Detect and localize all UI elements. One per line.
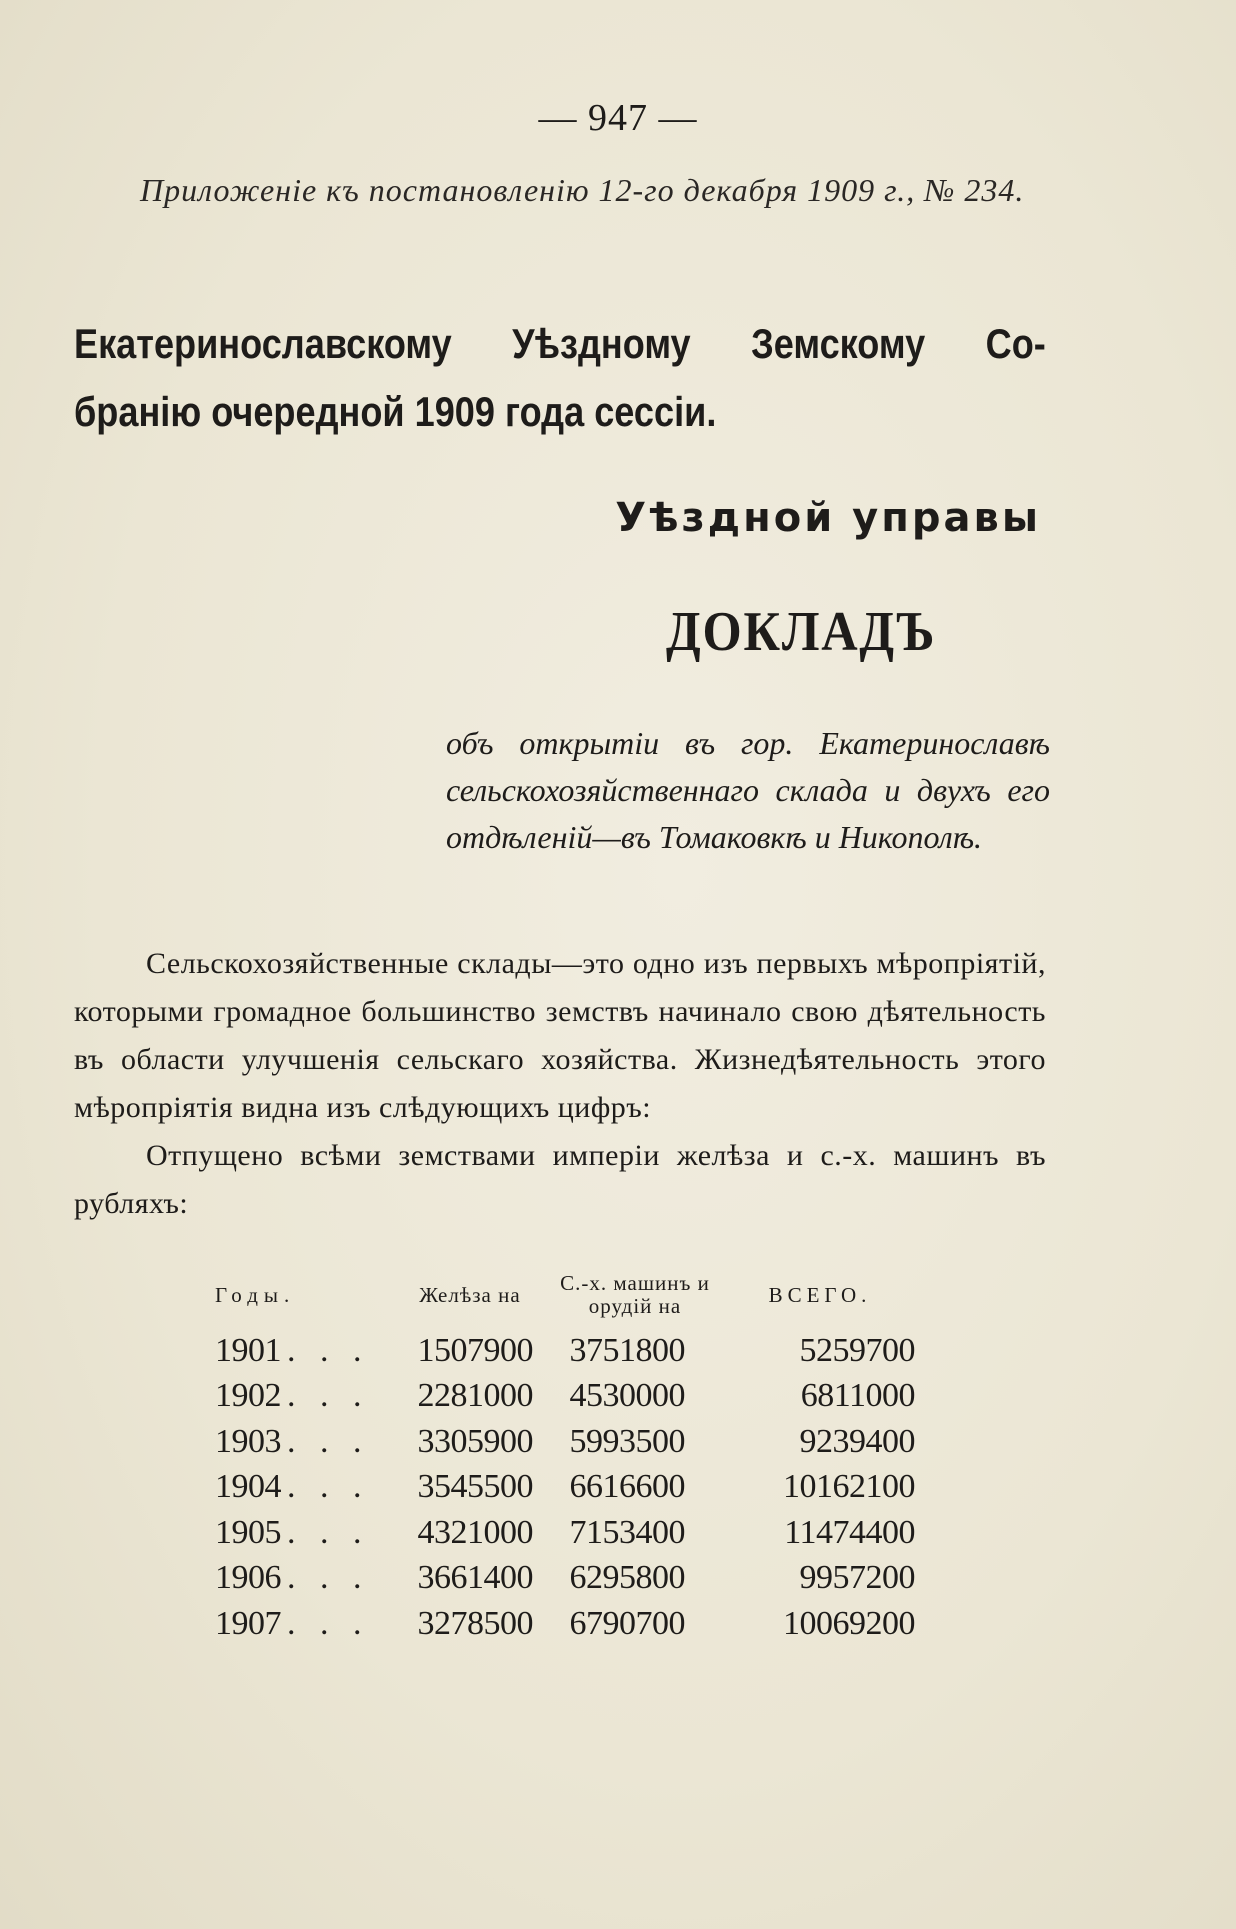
year-cell [215,1465,395,1511]
total-cell: 9957200 [799,1559,915,1597]
leader-dots: . . . [287,1422,370,1460]
body-text [74,940,1046,1228]
leader-dots: . . . [287,1331,370,1369]
leader-dots: . . . [287,1513,370,1551]
leader-dots: . . . [287,1604,370,1642]
supply-table [215,1272,915,1647]
year-value: 1902 [215,1377,281,1415]
iron-cell: 4321000 [417,1513,533,1551]
leader-dots: . . . [287,1468,370,1506]
year-value: 1901 [215,1331,281,1369]
total-cell: 10162100 [783,1468,915,1506]
year-value: 1904 [215,1468,281,1506]
table-row [215,1601,915,1647]
year-cell [215,1374,395,1420]
year-value: 1907 [215,1604,281,1642]
appendix-note: Приложеніе къ постановленію 12-го декабря 1909 г., № 234. [140,172,1025,208]
page-number: — 947 — [538,97,698,139]
year-value: 1905 [215,1513,281,1551]
machines-cell: 3751800 [569,1331,685,1369]
year-cell [215,1419,395,1465]
paragraph: Отпущено всѣми земствами имперіи желѣза и с.-х. машинъ въ рубляхъ: [74,1139,1046,1220]
machines-cell: 6790700 [569,1604,685,1642]
issuing-authority: Уѣздной управы [615,495,1041,541]
year-cell [215,1556,395,1602]
iron-cell: 3305900 [417,1422,533,1460]
iron-cell: 3278500 [417,1604,533,1642]
iron-cell: 3661400 [417,1559,533,1597]
table-row [215,1328,915,1374]
total-cell: 10069200 [783,1604,915,1642]
header-iron: Желѣза на [419,1282,521,1307]
year-value: 1903 [215,1422,281,1460]
report-subject: объ открытіи въ гор. Екатеринославѣ сельскохозяйственнаго склада и двухъ его отдѣленій—въ Томаковкѣ и Никополѣ. [446,725,1050,855]
header-total: ВСЕГО. [768,1282,872,1307]
table-row [215,1419,915,1465]
year-cell [215,1510,395,1556]
iron-cell: 2281000 [417,1377,533,1415]
year-value: 1906 [215,1559,281,1597]
machines-cell: 6295800 [569,1559,685,1597]
machines-cell: 6616600 [569,1468,685,1506]
total-cell: 5259700 [799,1331,915,1369]
year-cell [215,1601,395,1647]
table-row [215,1556,915,1602]
machines-cell: 5993500 [569,1422,685,1460]
table-row [215,1465,915,1511]
header-machines: С.-х. машинъ и орудій на [560,1271,710,1318]
machines-cell: 7153400 [569,1513,685,1551]
heading-line-2: бранію очередной 1909 года сессіи. [74,388,717,435]
table-row [215,1374,915,1420]
document-heading [74,310,1046,446]
leader-dots: . . . [287,1377,370,1415]
table-body [215,1328,915,1647]
iron-cell: 3545500 [417,1468,533,1506]
leader-dots: . . . [287,1559,370,1597]
total-cell: 9239400 [799,1422,915,1460]
year-cell [215,1328,395,1374]
machines-cell: 4530000 [569,1377,685,1415]
table-row [215,1510,915,1556]
table-header-row [215,1272,915,1328]
header-years: Годы. [215,1282,296,1307]
heading-line-1: Екатеринославскому Уѣздному Земскому Со- [74,320,1046,367]
total-cell: 6811000 [800,1377,915,1415]
total-cell: 11474400 [784,1513,915,1551]
paragraph: Сельскохозяйственные склады—это одно изъ первыхъ мѣропріятій, которыми громадное большинство земствъ начинало свою дѣятельность въ области улучшенія сельскаго хозяйства. Жизнедѣятельность этого мѣропріятія видна изъ слѣдующихъ цифръ: [74,947,1046,1124]
iron-cell: 1507900 [417,1331,533,1369]
document-title: ДОКЛАДЪ [665,601,936,663]
